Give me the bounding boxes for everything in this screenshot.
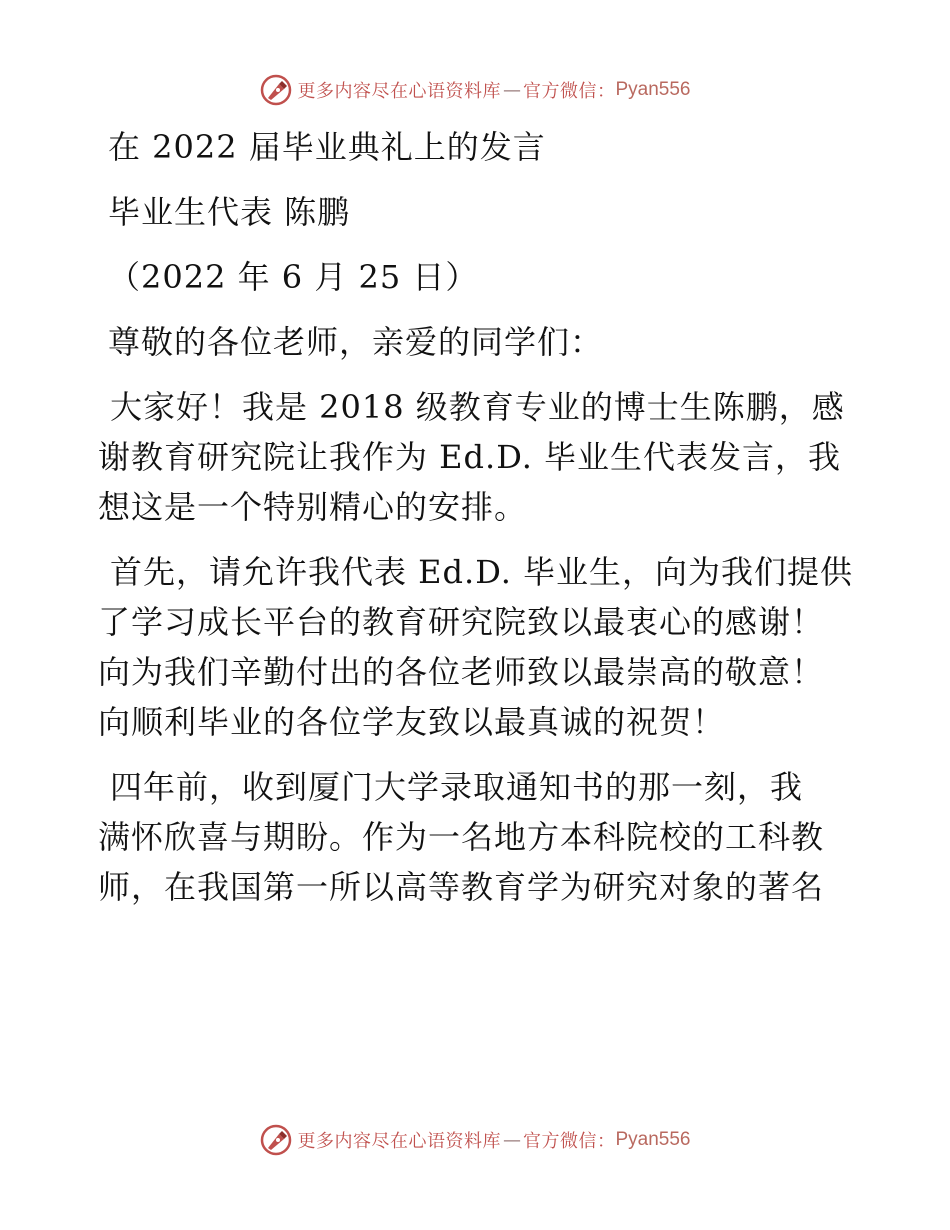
paragraph-line: 了学习成长平台的教育研究院致以最衷心的感谢！ (98, 603, 825, 641)
paragraph-1 (98, 382, 858, 532)
salutation: 尊敬的各位老师，亲爱的同学们： (108, 323, 604, 361)
paragraph-line: 向顺利毕业的各位学友致以最真诚的祝贺！ (98, 703, 726, 741)
document-title: 在 2022 届毕业典礼上的发言 (108, 128, 546, 166)
paragraph-line: 四年前，收到厦门大学录取通知书的那一刻，我 (110, 768, 804, 806)
watermark-account: Pyan556 (615, 79, 691, 100)
paragraph-line: 谢教育研究院让我作为 Ed.D. 毕业生代表发言，我 (98, 438, 842, 476)
watermark-banner-bottom (0, 1120, 950, 1160)
watermark-site-text: 更多内容尽在心语资料库 (297, 1131, 501, 1152)
date-line: （2022 年 6 月 25 日） (108, 258, 479, 296)
paragraph-line: 师，在我国第一所以高等教育学为研究对象的著名 (98, 868, 825, 906)
paragraph-line: 首先，请允许我代表 Ed.D. 毕业生，向为我们提供 (110, 553, 854, 591)
author-line: 毕业生代表 陈鹏 (108, 193, 351, 231)
paragraph-3 (98, 762, 858, 912)
watermark-banner-top (0, 70, 950, 110)
paragraph-line: 想这是一个特别精心的安排。 (98, 488, 528, 526)
paragraph-line: 大家好！我是 2018 级教育专业的博士生陈鹏，感 (110, 388, 845, 426)
watermark-account: Pyan556 (615, 1129, 691, 1150)
paragraph-2 (98, 547, 858, 747)
paragraph-line: 满怀欣喜与期盼。作为一名地方本科院校的工科教 (98, 818, 825, 856)
watermark-separator: — (502, 1129, 521, 1151)
document-body (98, 122, 858, 912)
watermark-channel-text: 官方微信： (522, 1131, 616, 1152)
pen-nib-logo-icon (259, 1123, 293, 1157)
watermark-channel-text: 官方微信： (522, 81, 616, 102)
watermark-site-text: 更多内容尽在心语资料库 (297, 81, 501, 102)
watermark-separator: — (502, 79, 521, 101)
pen-nib-logo-icon (259, 73, 293, 107)
paragraph-line: 向为我们辛勤付出的各位老师致以最崇高的敬意！ (98, 653, 825, 691)
